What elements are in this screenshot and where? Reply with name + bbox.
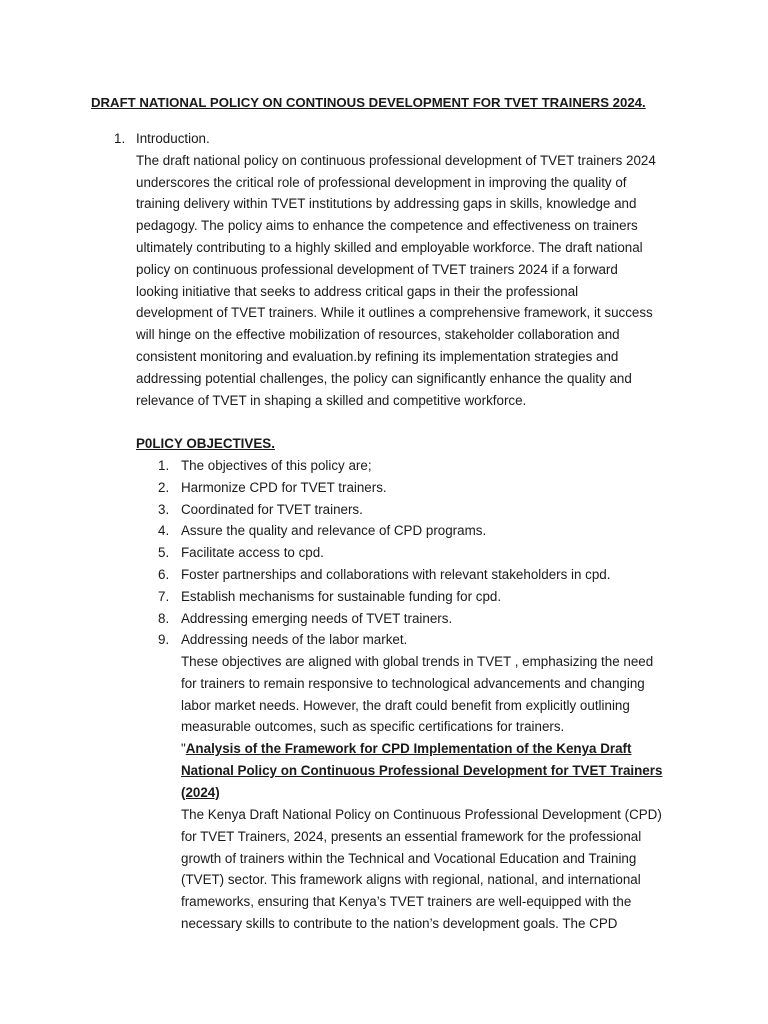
paragraph-line: relevance of TVET in shaping a skilled and competitive workforce. xyxy=(136,392,527,408)
list-number: 6. xyxy=(158,566,170,582)
list-item xyxy=(158,629,610,651)
list-number: 8. xyxy=(158,610,170,626)
objectives-list xyxy=(158,455,610,651)
paragraph-line: for trainers to remain responsive to technological advancements and changing xyxy=(181,675,645,691)
paragraph-line: training delivery within TVET institutions by addressing gaps in skills, knowledge and xyxy=(136,196,637,212)
list-item xyxy=(158,477,610,499)
introduction-heading xyxy=(114,128,674,150)
document-title: DRAFT NATIONAL POLICY ON CONTINOUS DEVELOPMENT FOR TVET TRAINERS 2024. xyxy=(91,95,646,110)
list-text: Harmonize CPD for TVET trainers. xyxy=(181,479,387,495)
list-item xyxy=(158,608,610,630)
objectives-heading: P0LICY OBJECTIVES. xyxy=(136,436,275,451)
list-number: 2. xyxy=(158,479,170,495)
heading-line: (2024) xyxy=(181,784,220,800)
list-number: 3. xyxy=(158,501,170,517)
heading-line: National Policy on Continuous Professional Development for TVET Trainers xyxy=(181,762,663,778)
heading-line: Analysis of the Framework for CPD Implementation of the Kenya Draft xyxy=(185,741,632,756)
list-item xyxy=(158,542,610,564)
paragraph-line: looking initiative that seeks to address critical gaps in their the professional xyxy=(136,283,579,299)
objectives-commentary xyxy=(181,651,681,738)
paragraph-line: addressing potential challenges, the policy can significantly enhance the quality and xyxy=(136,370,632,386)
list-text: Addressing emerging needs of TVET trainers. xyxy=(181,610,453,626)
list-text: Addressing needs of the labor market. xyxy=(181,632,408,648)
paragraph-line: frameworks, ensuring that Kenya’s TVET trainers are well-equipped with the xyxy=(181,894,632,910)
list-text: Facilitate access to cpd. xyxy=(181,545,324,561)
quote-mark: " xyxy=(181,741,186,756)
list-text: The objectives of this policy are; xyxy=(181,458,372,473)
paragraph-line: measurable outcomes, such as specific certifications for trainers. xyxy=(181,719,565,735)
paragraph-line: ultimately contributing to a highly skilled and employable workforce. The draft national xyxy=(136,239,643,255)
paragraph-line: pedagogy. The policy aims to enhance the competence and effectiveness on trainers xyxy=(136,218,638,234)
paragraph-line: The Kenya Draft National Policy on Continuous Professional Development (CPD) xyxy=(181,807,662,822)
analysis-paragraph xyxy=(181,804,681,935)
paragraph-line: (TVET) sector. This framework aligns with regional, national, and international xyxy=(181,872,641,888)
list-text: Establish mechanisms for sustainable funding for cpd. xyxy=(181,588,502,604)
list-text: Assure the quality and relevance of CPD programs. xyxy=(181,523,487,539)
paragraph-line: consistent monitoring and evaluation.by refining its implementation strategies and xyxy=(136,348,619,364)
list-item xyxy=(158,520,610,542)
list-text: Coordinated for TVET trainers. xyxy=(181,501,363,517)
section-heading: Introduction. xyxy=(136,131,210,146)
paragraph-line: underscores the critical role of professional development in improving the quality of xyxy=(136,174,627,190)
paragraph-line: growth of trainers within the Technical and Vocational Education and Training xyxy=(181,850,637,866)
list-number: 4. xyxy=(158,523,170,539)
introduction-paragraph xyxy=(136,150,676,412)
list-item xyxy=(158,564,610,586)
paragraph-line: These objectives are aligned with global trends in TVET , emphasizing the need xyxy=(181,654,654,669)
paragraph-line: The draft national policy on continuous professional development of TVET trainers 2024 xyxy=(136,152,656,168)
paragraph-line: development of TVET trainers. While it outlines a comprehensive framework, it success xyxy=(136,305,653,321)
list-item xyxy=(158,499,610,521)
analysis-heading xyxy=(181,738,662,803)
paragraph-line: labor market needs. However, the draft could benefit from explicitly outlining xyxy=(181,697,630,713)
list-number: 9. xyxy=(158,632,170,648)
introduction-section xyxy=(114,128,674,411)
list-item xyxy=(158,586,610,608)
list-number: 5. xyxy=(158,545,170,561)
paragraph-line: for TVET Trainers, 2024, presents an essential framework for the professional xyxy=(181,828,642,844)
list-number: 1. xyxy=(158,458,170,473)
paragraph-line: necessary skills to contribute to the nation’s development goals. The CPD xyxy=(181,915,618,931)
list-text: Foster partnerships and collaborations with relevant stakeholders in cpd. xyxy=(181,566,611,582)
list-item xyxy=(158,455,610,477)
paragraph-line: will hinge on the effective mobilization of resources, stakeholder collaboration and xyxy=(136,327,620,343)
section-number: 1. xyxy=(114,131,126,146)
list-number: 7. xyxy=(158,588,170,604)
paragraph-line: policy on continuous professional development of TVET trainers 2024 if a forward xyxy=(136,261,618,277)
